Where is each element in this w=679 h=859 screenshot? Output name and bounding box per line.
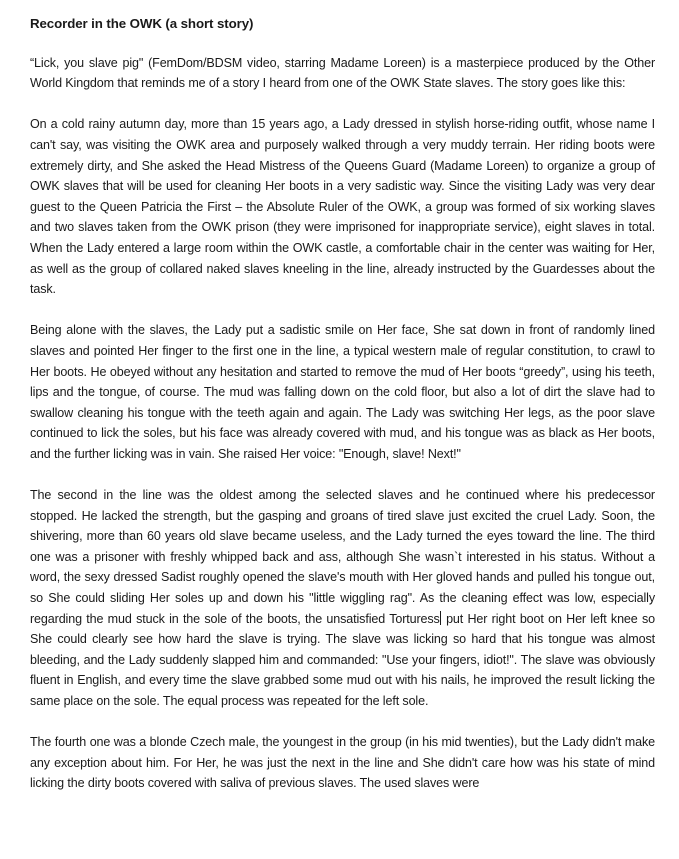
paragraph-text-after-cursor: put Her right boot on Her left knee so She could clearly see how hard the slave is trying. The slave was licking so hard that his tongue was almost bleeding, and the Lady suddenly slapped him and commanded: "Use your fingers, idiot!". The slave was obviously fluent in English, and every time the slave grabbed some mud out with his nails, he improved the result licking the same place on the sole. The equal process was repeated for the left sole. — [30, 611, 655, 708]
paragraph-first-slave: Being alone with the slaves, the Lady put a sadistic smile on Her face, She sat down in front of randomly lined slaves and pointed Her finger to the first one in the line, a typical western male of regular constitution, to crawl to Her boots. He obeyed without any hesitation and started to remove the mud of Her boots “greedy”, using his teeth, lips and the tongue, of course. The mud was falling down on the cold floor, but also a lot of dirt the slave had to swallow cleaning his tongue with the teeth again and again. The Lady was switching Her legs, as the poor slave continued to lick the soles, but his face was already covered with mud, and his tongue was as black as Her boots, and the further licking was in vain. She raised Her voice: "Enough, slave! Next!" — [30, 323, 655, 461]
paragraph-text-before-cursor: The second in the line was the oldest among the selected slaves and he continued where his predecessor stopped. He lacked the strength, but the gasping and groans of tired slave just excited the cruel Lady. Soon, the shivering, more than 60 years old slave became useless, and the Lady turned the eyes toward the line. The third one was a prisoner with freshly whipped back and ass, although She wasn`t interested in his status. Without a word, the sexy dressed Sadist roughly opened the slave's mouth with Her gloved hands and pulled his tongue out, so She could sliding Her soles up and down his "little wiggling rag". As the cleaning effect was low, especially regarding the mud stuck in the sole of the boots, the unsatisfied Torturess — [30, 488, 655, 626]
document-title: Recorder in the OWK (a short story) — [30, 16, 254, 31]
text-cursor — [440, 611, 441, 625]
paragraph-intro: “Lick, you slave pig" (FemDom/BDSM video, starring Madame Loreen) is a masterpiece produced by the Other World Kingdom that reminds me of a story I heard from one of the OWK State slaves. The story goes like this: — [30, 55, 655, 91]
paragraph-muddy-visit: On a cold rainy autumn day, more than 15 years ago, a Lady dressed in stylish horse-riding outfit, whose name I can't say, was visiting the OWK area and purposely walked through a very muddy terrain. Her riding boots were extremely dirty, and She asked the Head Mistress of the Queens Guard (Madame Loreen) to organize a group of OWK slaves that will be used for cleaning Her boots in a very sadistic way. Since the visiting Lady was very dear guest to the Queen Patricia the First – the Absolute Ruler of the OWK, a group was formed of six working slaves and two slaves taken from the OWK prison (they were imprisoned for inappropriate service), eight slaves in total. When the Lady entered a large room within the OWK castle, a comfortable chair in the center was waiting for Her, as well as the group of collared naked slaves kneeling in the line, already instructed by the Guardesses about the task. — [30, 117, 655, 297]
document-page — [30, 14, 655, 815]
paragraph-fourth-slave: The fourth one was a blonde Czech male, the youngest in the group (in his mid twenties), but the Lady didn't make any exception about him. For Her, he was just the next in the line and She didn't care how was his state of mind licking the dirty boots covered with saliva of previous slaves. The used slaves were — [30, 735, 655, 791]
paragraph-second-third-slave — [30, 485, 655, 712]
